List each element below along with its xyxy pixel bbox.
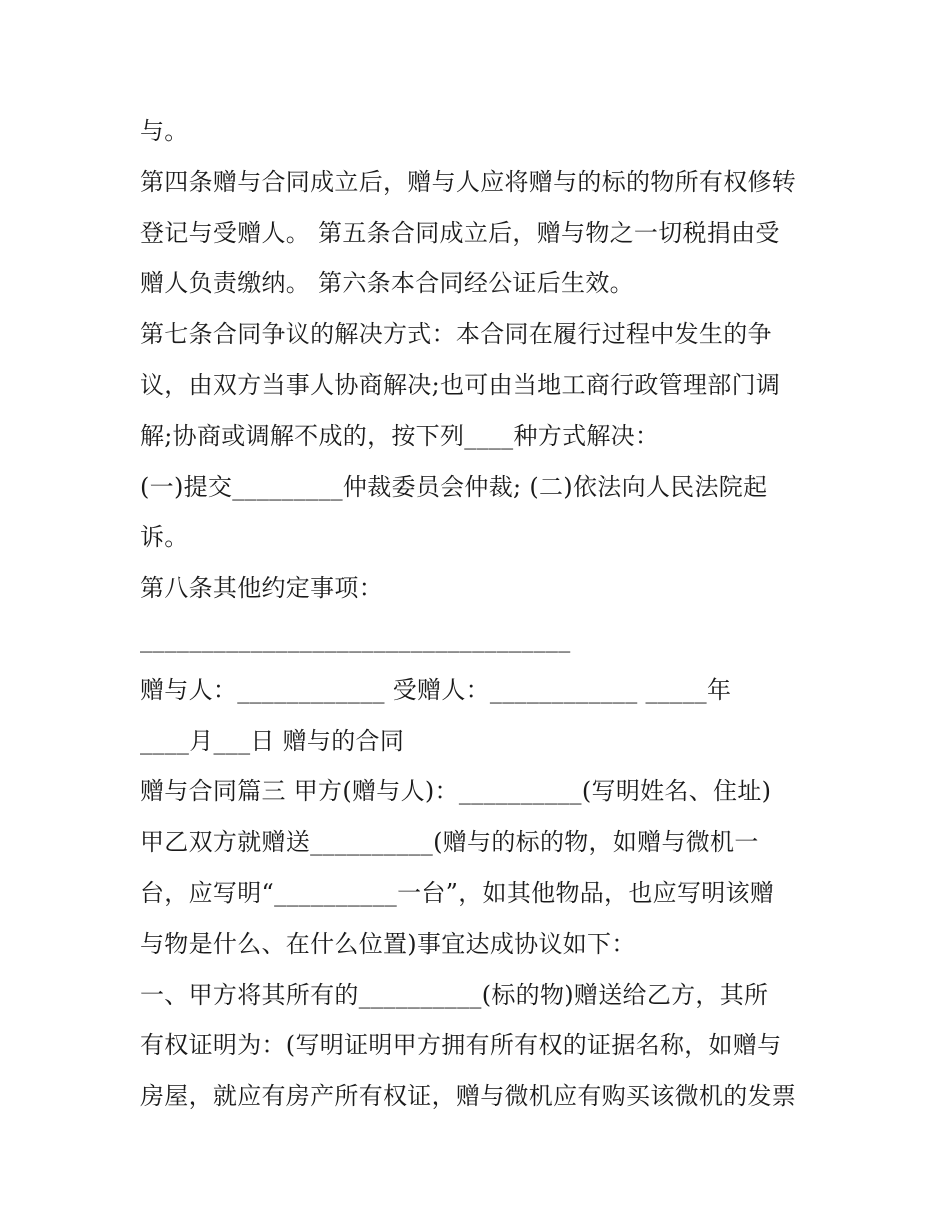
text-line: 与物是什么、在什么位置)事宜达成协议如下：	[140, 929, 636, 958]
text-line: 第七条合同争议的解决方式：本合同在履行过程中发生的争	[140, 320, 772, 349]
text-line: 议，由双方当事人协商解决;也可由当地工商行政管理部门调	[140, 370, 781, 399]
text-line: ____月___日 赠与的合同	[140, 726, 405, 755]
text-line: 房屋，就应有房产所有权证，赠与微机应有购买该微机的发票	[140, 1082, 797, 1111]
text-line: 解;协商或调解不成的，按下列____种方式解决：	[140, 421, 660, 450]
signature-rule-line: ___________________________________	[140, 624, 571, 653]
text-line: 与。	[140, 117, 189, 145]
text-line: 登记与受赠人。 第五条合同成立后，赠与物之一切税捐由受	[140, 218, 780, 247]
text-line: 第四条赠与合同成立后，赠与人应将赠与的标的物所有权修转	[140, 167, 797, 196]
text-line: 有权证明为：(写明证明甲方拥有所有权的证据名称，如赠与	[140, 1031, 782, 1060]
text-line: 甲乙双方就赠送__________(赠与的标的物，如赠与微机一	[140, 828, 759, 857]
text-line: 赠与合同篇三 甲方(赠与人)：__________(写明姓名、住址)	[140, 777, 772, 806]
text-line: 第八条其他约定事项：	[140, 574, 383, 603]
document-body	[140, 106, 820, 1122]
text-line: 一、甲方将其所有的__________(标的物)赠送给乙方，其所	[140, 980, 769, 1009]
text-line: 台，应写明“__________一台”，如其他物品，也应写明该赠	[140, 878, 775, 907]
text-line: 赠人负责缴纳。 第六条本合同经公证后生效。	[140, 269, 634, 298]
text-line: (一)提交_________仲裁委员会仲裁; (二)依法向人民法院起	[140, 472, 768, 501]
text-line: 赠与人：____________ 受赠人：____________ _____年	[140, 675, 732, 704]
text-line: 诉。	[140, 523, 189, 552]
